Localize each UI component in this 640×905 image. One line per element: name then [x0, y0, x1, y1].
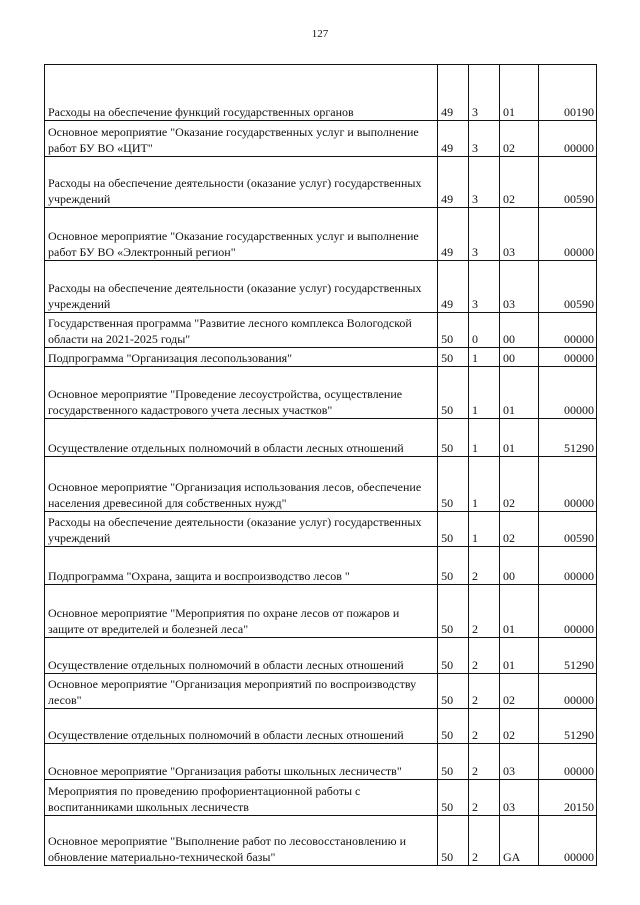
direction-code-cell: 00000	[539, 367, 597, 419]
measure-code-cell: 02	[500, 674, 539, 709]
row-name-cell: Расходы на обеспечение деятельности (оказание услуг) государственных учреждений	[45, 512, 438, 547]
program-code-cell: 50	[438, 816, 469, 866]
table-row	[45, 638, 597, 674]
row-name-cell: Основное мероприятие "Мероприятия по охране лесов от пожаров и защите от вредителей и болезней леса"	[45, 585, 438, 638]
measure-code-cell: 02	[500, 121, 539, 157]
program-code-cell: 49	[438, 65, 469, 121]
table-row	[45, 121, 597, 157]
subprogram-code-cell: 2	[469, 744, 500, 780]
row-name-cell: Подпрограмма "Организация лесопользования"	[45, 348, 438, 367]
subprogram-code-cell: 2	[469, 709, 500, 744]
program-code-cell: 49	[438, 157, 469, 208]
direction-code-cell: 00190	[539, 65, 597, 121]
table-row	[45, 547, 597, 585]
measure-code-cell: 00	[500, 547, 539, 585]
table-row	[45, 367, 597, 419]
direction-code-cell: 00590	[539, 261, 597, 313]
direction-code-cell: 00000	[539, 208, 597, 261]
row-name-cell: Расходы на обеспечение функций государственных органов	[45, 65, 438, 121]
row-name-cell: Основное мероприятие "Организация мероприятий по воспроизводству лесов"	[45, 674, 438, 709]
table-row	[45, 348, 597, 367]
direction-code-cell: 51290	[539, 638, 597, 674]
direction-code-cell: 00590	[539, 512, 597, 547]
subprogram-code-cell: 1	[469, 419, 500, 457]
table-row	[45, 313, 597, 348]
row-name-cell: Основное мероприятие "Организация работы школьных лесничеств"	[45, 744, 438, 780]
program-code-cell: 50	[438, 419, 469, 457]
program-code-cell: 50	[438, 638, 469, 674]
subprogram-code-cell: 1	[469, 348, 500, 367]
program-code-cell: 50	[438, 367, 469, 419]
measure-code-cell: 01	[500, 419, 539, 457]
table-row	[45, 585, 597, 638]
subprogram-code-cell: 2	[469, 674, 500, 709]
measure-code-cell: 02	[500, 709, 539, 744]
subprogram-code-cell: 1	[469, 512, 500, 547]
subprogram-code-cell: 3	[469, 121, 500, 157]
row-name-cell: Осуществление отдельных полномочий в области лесных отношений	[45, 638, 438, 674]
direction-code-cell: 20150	[539, 780, 597, 816]
subprogram-code-cell: 2	[469, 780, 500, 816]
row-name-cell: Расходы на обеспечение деятельности (оказание услуг) государственных учреждений	[45, 261, 438, 313]
table-row	[45, 780, 597, 816]
subprogram-code-cell: 3	[469, 208, 500, 261]
direction-code-cell: 51290	[539, 419, 597, 457]
subprogram-code-cell: 2	[469, 585, 500, 638]
program-code-cell: 50	[438, 547, 469, 585]
program-code-cell: 50	[438, 512, 469, 547]
subprogram-code-cell: 1	[469, 367, 500, 419]
measure-code-cell: 03	[500, 744, 539, 780]
row-name-cell: Основное мероприятие "Выполнение работ по лесовосстановлению и обновление материально-технической базы"	[45, 816, 438, 866]
table-row	[45, 744, 597, 780]
row-name-cell: Государственная программа "Развитие лесного комплекса Вологодской области на 2021-2025 годы"	[45, 313, 438, 348]
measure-code-cell: 02	[500, 512, 539, 547]
table-row	[45, 261, 597, 313]
program-code-cell: 50	[438, 457, 469, 512]
direction-code-cell: 00590	[539, 157, 597, 208]
program-code-cell: 50	[438, 780, 469, 816]
row-name-cell: Основное мероприятие "Оказание государственных услуг и выполнение работ БУ ВО «Электронный регион"	[45, 208, 438, 261]
row-name-cell: Осуществление отдельных полномочий в области лесных отношений	[45, 419, 438, 457]
program-code-cell: 49	[438, 261, 469, 313]
table-row	[45, 208, 597, 261]
measure-code-cell: 01	[500, 638, 539, 674]
measure-code-cell: 03	[500, 780, 539, 816]
program-code-cell: 50	[438, 674, 469, 709]
measure-code-cell: 02	[500, 457, 539, 512]
row-name-cell: Основное мероприятие "Организация использования лесов, обеспечение населения древесиной для собственных нужд"	[45, 457, 438, 512]
measure-code-cell: 00	[500, 313, 539, 348]
direction-code-cell: 00000	[539, 816, 597, 866]
table-row	[45, 457, 597, 512]
page-number: 127	[311, 28, 329, 40]
budget-classification-table	[44, 64, 597, 866]
measure-code-cell: 01	[500, 367, 539, 419]
subprogram-code-cell: 2	[469, 638, 500, 674]
measure-code-cell: 01	[500, 585, 539, 638]
program-code-cell: 50	[438, 313, 469, 348]
direction-code-cell: 00000	[539, 457, 597, 512]
measure-code-cell: 01	[500, 65, 539, 121]
program-code-cell: 50	[438, 348, 469, 367]
direction-code-cell: 00000	[539, 674, 597, 709]
subprogram-code-cell: 3	[469, 261, 500, 313]
table-row	[45, 157, 597, 208]
direction-code-cell: 00000	[539, 744, 597, 780]
subprogram-code-cell: 3	[469, 157, 500, 208]
table-row	[45, 816, 597, 866]
table-row	[45, 65, 597, 121]
row-name-cell: Основное мероприятие "Оказание государственных услуг и выполнение работ БУ ВО «ЦИТ"	[45, 121, 438, 157]
row-name-cell: Подпрограмма "Охрана, защита и воспроизводство лесов "	[45, 547, 438, 585]
table-row	[45, 419, 597, 457]
direction-code-cell: 00000	[539, 348, 597, 367]
program-code-cell: 50	[438, 744, 469, 780]
row-name-cell: Расходы на обеспечение деятельности (оказание услуг) государственных учреждений	[45, 157, 438, 208]
program-code-cell: 49	[438, 208, 469, 261]
subprogram-code-cell: 3	[469, 65, 500, 121]
direction-code-cell: 00000	[539, 313, 597, 348]
direction-code-cell: 51290	[539, 709, 597, 744]
table-row	[45, 709, 597, 744]
row-name-cell: Мероприятия по проведению профориентационной работы с воспитанниками школьных лесничеств	[45, 780, 438, 816]
row-name-cell: Основное мероприятие "Проведение лесоустройства, осуществление государственного кадастрового учета лесных участков"	[45, 367, 438, 419]
measure-code-cell: GA	[500, 816, 539, 866]
table-row	[45, 512, 597, 547]
table-row	[45, 674, 597, 709]
measure-code-cell: 03	[500, 208, 539, 261]
subprogram-code-cell: 2	[469, 816, 500, 866]
direction-code-cell: 00000	[539, 121, 597, 157]
program-code-cell: 49	[438, 121, 469, 157]
program-code-cell: 50	[438, 585, 469, 638]
measure-code-cell: 00	[500, 348, 539, 367]
direction-code-cell: 00000	[539, 547, 597, 585]
program-code-cell: 50	[438, 709, 469, 744]
direction-code-cell: 00000	[539, 585, 597, 638]
subprogram-code-cell: 1	[469, 457, 500, 512]
subprogram-code-cell: 0	[469, 313, 500, 348]
subprogram-code-cell: 2	[469, 547, 500, 585]
measure-code-cell: 03	[500, 261, 539, 313]
row-name-cell: Осуществление отдельных полномочий в области лесных отношений	[45, 709, 438, 744]
measure-code-cell: 02	[500, 157, 539, 208]
